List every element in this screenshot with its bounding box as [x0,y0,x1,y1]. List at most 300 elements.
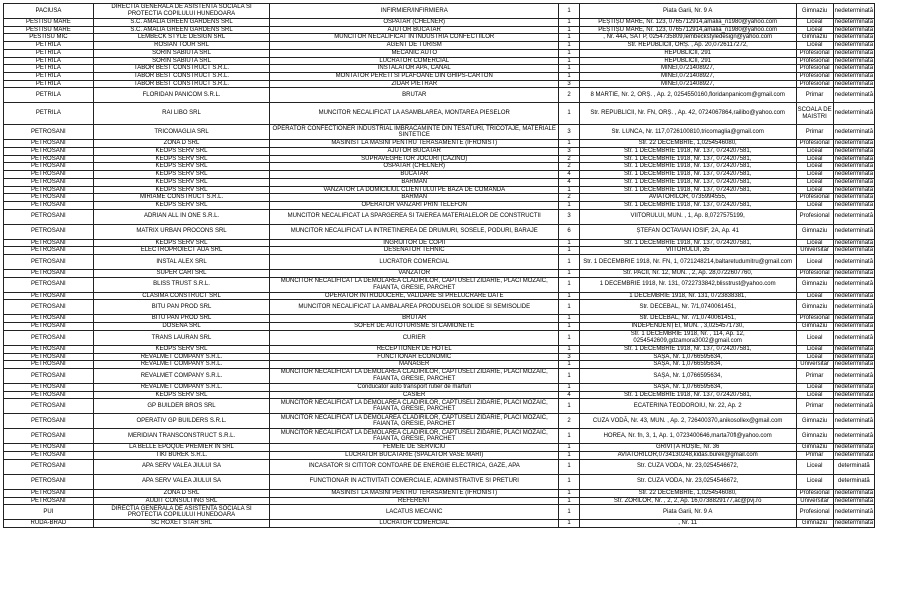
contract-duration-cell: nedeterminată [834,353,874,360]
education-level-cell: Profesional [796,209,833,224]
employer-cell: LEMBECK STYLE DESIGN SRL [93,34,269,42]
contract-duration-cell: nedeterminată [833,4,874,19]
city-cell: PETRILA [4,57,94,65]
address-cell: Str. 1 DECEMBRIE 1918, Nr. FN, 1, 0721248214,baltaretudumitru@gmail.com [579,255,796,270]
table-row [4,72,875,80]
job-title-cell: RECEPTIONER DE HOTEL [270,345,559,353]
employer-cell: ZONA D SRL [93,489,269,497]
address-cell: MINEI,0721408927, [579,65,796,73]
job-title-cell: CURIER [270,330,559,345]
job-title-cell: MUNCITOR NECALIFICAT LA INTRETINEREA DE DRUMURI, SOSELE, PODURI, BARAJE [270,224,559,239]
vacancy-count-cell: 1 [559,49,580,57]
city-cell: PETROSANI [4,247,94,255]
table-row [4,19,875,27]
education-level-cell: Liceal [796,201,833,209]
employer-cell: KEOPS SERV SRL [93,201,269,209]
city-cell: PETROSANI [4,444,94,452]
vacancy-count-cell: 1 [559,497,580,505]
table-row [4,361,875,369]
contract-duration-cell: nedeterminată [834,452,874,459]
table-row [4,255,875,270]
address-cell: VIITORULUI, MUN. , 1, Ap. 8,0727575199, [579,209,796,224]
address-cell: Str. DECEBAL, Nr. 7/1,0740061451, [579,300,796,315]
city-cell: PETROSANI [4,255,94,270]
job-title-cell: BUCATAR [270,171,559,179]
city-cell: PETROSANI [4,429,94,444]
employer-cell: TABOR BEST CONSTRUCT S.R.L. [93,80,269,88]
education-level-cell: Gimnaziu [796,429,833,444]
vacancy-count-cell: 1 [559,72,580,80]
vacancy-count-cell: 1 [559,345,580,353]
employer-cell: KEOPS SERV SRL [93,148,269,156]
job-title-cell: MUNCITOR NECALIFICAT LA SPARGEREA SI TAIEREA MATERIALELOR DE CONSTRUCTII [270,209,559,224]
vacancy-count-cell: 4 [559,178,580,186]
contract-duration-cell: nedeterminată [834,26,874,33]
vacancy-count-cell: 1 [559,330,580,345]
job-vacancies-table [3,3,875,528]
education-level-cell: Liceal [796,42,833,50]
contract-duration-cell: nedeterminată [833,429,874,444]
city-cell: PETROSANI [4,414,94,429]
job-title-cell: ZIDAR PIETRAR [270,80,559,88]
address-cell: REPUBLICII, 291 [579,49,796,57]
vacancy-count-cell: 3 [559,80,580,88]
table-row [4,315,875,323]
city-cell: PETROSANI [4,345,94,353]
vacancy-count-cell: 1 [559,42,580,50]
education-level-cell: Primar [796,399,833,414]
city-cell: PETROSANI [4,292,94,300]
table-row [4,459,875,474]
job-title-cell: AJUTOR BUCATAR [270,148,559,156]
contract-duration-cell: nedeterminată [834,292,874,299]
city-cell: PETROSANI [4,452,94,460]
vacancy-count-cell: 1 [559,65,580,73]
city-cell: PESTISU MARE [4,19,94,27]
contract-duration-cell: nedeterminată [833,330,874,345]
job-title-cell: MASINIST LA MASINI PENTRU TERASAMENTE (IFRONIST) [270,489,559,497]
job-title-cell: OPERATOR CONFECTIONER INDUSTRIAL IMBRACAMINTE DIN TESATURI, TRICOTAJE, MATERIALE SINTETICE [270,125,559,140]
contract-duration-cell: nedeterminată [834,19,874,25]
job-title-cell: AGENT DE TURISM [270,42,559,50]
table-row [4,520,875,528]
employer-cell: TRICOMAGLIA SRL [93,125,269,140]
vacancy-count-cell: 1 [559,452,580,460]
employer-cell: FLORIDAN PANICOM S.R.L. [93,88,269,103]
city-cell: PETROSANI [4,391,94,399]
employer-cell: KEOPS SERV SRL [93,391,269,399]
employer-cell: TABOR BEST CONSTRUCT S.R.L. [93,72,269,80]
education-level-cell: Liceal [796,19,833,27]
employer-cell: AUDIT CONSULTING SRL [93,497,269,505]
contract-duration-cell: nedeterminată [833,368,874,383]
employer-cell: ROSIAN TOUR SRL [93,42,269,50]
vacancy-count-cell: 1 [559,505,580,520]
city-cell: PETROSANI [4,201,94,209]
address-cell: ȘTEFAN OCTAVIAN IOSIF, 2A, Ap. 41 [579,224,796,239]
education-level-cell: Gimnaziu [796,277,833,292]
education-level-cell: Profesional [796,49,833,57]
vacancy-count-cell: 1 [559,201,580,209]
education-level-cell: Liceal [796,171,833,179]
contract-duration-cell: nedeterminată [833,88,874,103]
contract-duration-cell: nedeterminată [834,80,874,87]
employer-cell: MERIDIAN TRANSCONSTRUCT S.R.L. [93,429,269,444]
education-level-cell: Profesional [796,489,833,497]
city-cell: PETROSANI [4,300,94,315]
contract-duration-cell: nedeterminată [833,224,874,239]
vacancy-count-cell: 1 [559,383,580,391]
contract-duration-cell: nedeterminată [834,247,874,254]
city-cell: PETROSANI [4,459,94,474]
contract-duration-cell: nedeterminată [833,103,874,125]
job-title-cell: DESENATOR TEHNIC [270,247,559,255]
address-cell: Str. 1 DECEMBRIE 1918, Nr. 137, 0724207581, [579,345,796,353]
table-row [4,4,875,19]
table-row [4,49,875,57]
address-cell: SAȘA, Nr. 1,0766595634, [579,361,796,369]
education-level-cell: Profesional [796,270,833,278]
employer-cell: KEOPS SERV SRL [93,171,269,179]
vacancy-count-cell: 3 [559,209,580,224]
city-cell: PETRILA [4,65,94,73]
table-row [4,65,875,73]
employer-cell: BLISS TRUST S.R.L. [93,277,269,292]
address-cell: ECATERINA TEODOROIU, Nr. 22, Ap. 2 [579,399,796,414]
contract-duration-cell: nedeterminată [833,399,874,414]
contract-duration-cell: nedeterminată [834,194,874,201]
contract-duration-cell: nedeterminată [833,300,874,315]
vacancy-count-cell: 1 [559,459,580,474]
job-title-cell: OPERATOR INTRODUCERE, VALIDARE SI PRELUCRARE DATE [270,292,559,300]
contract-duration-cell: nedeterminată [834,155,874,162]
education-level-cell: Liceal [796,26,833,34]
table-row [4,201,875,209]
vacancy-count-cell: 1 [559,474,580,489]
table-row [4,489,875,497]
city-cell: PETRILA [4,103,94,125]
table-row [4,414,875,429]
contract-duration-cell: nedeterminată [834,201,874,208]
city-cell: PETROSANI [4,155,94,163]
job-title-cell: OSPATAR (CHELNER) [270,19,559,27]
job-vacancies-sheet [3,3,875,528]
employer-cell: REVALMET COMPANY S.R.L. [93,353,269,361]
employer-cell: KEOPS SERV SRL [93,155,269,163]
education-level-cell: Profesional [796,194,833,202]
job-title-cell: MONTATOR PERETI SI PLAFOANE DIN GHIPS-CARTON [270,72,559,80]
table-row [4,57,875,65]
education-level-cell: Gimnaziu [796,300,833,315]
address-cell: Str. 1 DECEMBRIE 1918, Nr. 137, 0724207581, [579,178,796,186]
address-cell: CUZA VODĂ, Nr. 43, MUN. , Ap. 2, 726400370,anikosollex@gmail.com [579,414,796,429]
city-cell: PETROSANI [4,186,94,194]
job-title-cell: MUNCITOR NECALIFICAT IN INDUSTRIA CONFECTIILOR [270,34,559,42]
employer-cell: KEOPS SERV SRL [93,345,269,353]
education-level-cell: Primar [796,88,833,103]
contract-duration-cell: nedeterminată [834,72,874,79]
city-cell: PETRILA [4,80,94,88]
contract-duration-cell: nedeterminată [834,315,874,322]
vacancy-count-cell: 4 [559,171,580,179]
employer-cell: SORIN SABIUTA SRL [93,49,269,57]
city-cell: PETROSANI [4,194,94,202]
vacancy-count-cell: 2 [559,163,580,171]
employer-cell: ELECTROPROIECT ADA SRL [93,247,269,255]
vacancy-count-cell: 1 [559,323,580,331]
address-cell: 1 DECEMBRIE 1918, Nr. 131, 0723838381, [579,292,796,300]
vacancy-count-cell: 3 [559,353,580,361]
contract-duration-cell: nedeterminată [834,42,874,49]
table-row [4,330,875,345]
address-cell: PEȘTIȘU MARE, Nr. 123, 0765712914,amalia_n1980@yahoo.com [579,19,796,27]
education-level-cell: Primar [796,368,833,383]
job-title-cell: OSPATAR (CHELNER) [270,163,559,171]
vacancy-count-cell: 1 [559,255,580,270]
employer-cell: ZONA D SRL [93,140,269,148]
education-level-cell: Universitar [796,361,833,369]
job-title-cell: BARMAN [270,178,559,186]
education-level-cell: Liceal [796,383,833,391]
address-cell: Str. 1 DECEMBRIE 1918, Nr. 137, 0724207581, [579,239,796,247]
address-cell: , Nr. 44A, SAT P, 0254735809,lembeckstyledesign@yahoo.com [579,34,796,42]
address-cell: Str. 22 DECEMBRIE, 1,0254546080, [579,489,796,497]
address-cell: HOREA, Nr. fn, 3, 1, Ap. 1, 0723400646,marta70fl@yahoo.com [579,429,796,444]
education-level-cell: Liceal [796,292,833,300]
city-cell: RUDA-BRAD [4,520,94,528]
employer-cell: OPERATIV GP BUILDERS S.R.L. [93,414,269,429]
contract-duration-cell: nedeterminată [834,489,874,496]
address-cell: Str. REPUBLICII, Nr. FN, ORȘ. , Ap. 42, 0724067864,railibo@yahoo.com [579,103,796,125]
job-title-cell: VANZATOR [270,270,559,278]
address-cell: Str. 1 DECEMBRIE 1918, Nr. 137, 0724207581, [579,163,796,171]
city-cell: PETROSANI [4,489,94,497]
city-cell: PETROSANI [4,224,94,239]
address-cell: Str. ZORILOR, Nr. , 2, 2, Ap. 16,0738829177,ac@pvj.ro [579,497,796,505]
employer-cell: SUPER CARI SRL [93,270,269,278]
contract-duration-cell: nedeterminată [834,391,874,398]
city-cell: PESTISU MARE [4,26,94,34]
contract-duration-cell: nedeterminată [834,57,874,64]
address-cell: INDEPENDENȚEI, MUN. , 3,0254571730, [579,323,796,331]
vacancy-count-cell: 2 [559,414,580,429]
vacancy-count-cell: 1 [559,489,580,497]
education-level-cell: Liceal [796,178,833,186]
job-title-cell: AJUTOR BUCATAR [270,26,559,34]
address-cell: Str. CUZA VODA, Nr. 23,0254546672, [579,459,796,474]
job-title-cell: REFERENT [270,497,559,505]
table-row [4,270,875,278]
table-row [4,497,875,505]
vacancy-count-cell: 3 [559,148,580,156]
address-cell: 1 DECEMBRIE 1918, Nr. 131, 0722733842,blisstrust@yahoo.com [579,277,796,292]
vacancy-count-cell: 2 [559,155,580,163]
contract-duration-cell: nedeterminată [834,497,874,504]
city-cell: PETROSANI [4,368,94,383]
city-cell: PESTISU MIC [4,34,94,42]
table-row [4,163,875,171]
city-cell: PETROSANI [4,171,94,179]
employer-cell: S.C. AMALIA GREEN GARDENS SRL [93,26,269,34]
table-row [4,194,875,202]
contract-duration-cell: nedeterminată [834,49,874,56]
vacancy-count-cell: 1 [559,34,580,42]
education-level-cell: Liceal [796,155,833,163]
vacancy-count-cell: 1 [559,429,580,444]
education-level-cell: Liceal [796,330,833,345]
city-cell: PETROSANI [4,383,94,391]
contract-duration-cell: nedeterminată [833,125,874,140]
job-title-cell: SOFER DE AUTOTURISME SI CAMIONETE [270,323,559,331]
employer-cell: APA SERV VALEA JIULUI SA [93,459,269,474]
contract-duration-cell: determinată [833,474,874,489]
job-title-cell: OPERATOR VANZARI PRIN TELEFON [270,201,559,209]
education-level-cell: Profesional [796,505,833,520]
job-title-cell: FEMEIE DE SERVICIU [270,444,559,452]
city-cell: PETROSANI [4,330,94,345]
contract-duration-cell: nedeterminată [834,178,874,185]
address-cell: Str. DECEBAL, Nr. 7/1,0740061451, [579,315,796,323]
address-cell: MINEI,0721408927, [579,80,796,88]
education-level-cell: Liceal [796,459,833,474]
contract-duration-cell: nedeterminată [834,148,874,155]
table-row [4,429,875,444]
employer-cell: APA SERV VALEA JIULUI SA [93,474,269,489]
employer-cell: BITU PAN PROD SRL [93,300,269,315]
city-cell: PETRILA [4,42,94,50]
table-row [4,399,875,414]
city-cell: PETRILA [4,49,94,57]
contract-duration-cell: nedeterminată [834,65,874,72]
education-level-cell: Gimnaziu [796,444,833,452]
job-title-cell: MECANIC AUTO [270,49,559,57]
address-cell: Str. LUNCA, Nr. 117,0726100810,tricomaglia@gmail.com [579,125,796,140]
job-title-cell: MUNCITOR NECALIFICAT LA DEMOLAREA CLADIRILOR, CAPTUSELI ZIDARIE, PLACI MOZAIC, FAIANTA, GRESIE, PARCHET [270,277,559,292]
city-cell: PETRILA [4,72,94,80]
job-title-cell: LUCRATOR COMERCIAL [270,520,559,528]
contract-duration-cell: nedeterminată [834,163,874,170]
job-title-cell: MASINIST LA MASINI PENTRU TERASAMENTE (IFRONIST) [270,140,559,148]
address-cell: Str. 1 DECEMBRIE 1918, Nr. 137, 0724207581, [579,186,796,194]
contract-duration-cell: nedeterminată [834,270,874,277]
employer-cell: MATRIX URBAN PROCONS SRL [93,224,269,239]
vacancy-count-cell: 1 [559,520,580,528]
job-title-cell: INSTALATOR APA, CANAL [270,65,559,73]
address-cell: AVIATORILOR, 0735994555, [579,194,796,202]
job-title-cell: VANZATOR LA DOMICILIUL CLIENTULUI PE BAZA DE COMANDA [270,186,559,194]
city-cell: PACIUSA [4,4,94,19]
city-cell: PETROSANI [4,361,94,369]
contract-duration-cell: nedeterminată [833,209,874,224]
table-row [4,345,875,353]
job-title-cell: BARMAN [270,194,559,202]
vacancy-count-cell: 3 [559,125,580,140]
employer-cell: RAI LIBO SRL [93,103,269,125]
table-row [4,383,875,391]
table-row [4,171,875,179]
education-level-cell: Gimnaziu [796,224,833,239]
job-title-cell: MUNCITOR NECALIFICAT LA DEMOLAREA CLADIRILOR, CAPTUSELI ZIDARIE, PLACI MOZAIC, FAIANTA, GRESIE, PARCHET [270,414,559,429]
employer-cell: DOSENA SRL [93,323,269,331]
table-row [4,88,875,103]
address-cell: SAȘA, Nr. 1,0766595634, [579,353,796,361]
contract-duration-cell: nedeterminată [834,140,874,147]
employer-cell: BITU PAN PROD SRL [93,315,269,323]
table-row [4,277,875,292]
vacancy-count-cell: 1 [559,444,580,452]
table-row [4,42,875,50]
education-level-cell: Liceal [796,163,833,171]
education-level-cell: Gimnaziu [796,323,833,331]
job-title-cell: LUCRATOR COMERCIAL [270,255,559,270]
vacancy-count-cell: 1 [559,19,580,27]
contract-duration-cell: nedeterminată [834,520,874,527]
employer-cell: KEOPS SERV SRL [93,239,269,247]
employer-cell: DIRECTIA GENERALA DE ASISTENTA SOCIALA SI PROTECTIA COPILULUI HUNEDOARA [93,505,269,520]
job-title-cell: INGRIJITOR DE COPII [270,239,559,247]
address-cell: VIITORULUI, 35 [579,247,796,255]
education-level-cell: SCOALA DE MAISTRI [796,103,833,125]
education-level-cell: Profesional [796,57,833,65]
education-level-cell: Liceal [796,148,833,156]
contract-duration-cell: nedeterminată [833,277,874,292]
table-row [4,368,875,383]
table-row [4,148,875,156]
city-cell: PETRILA [4,88,94,103]
city-cell: PETROSANI [4,163,94,171]
address-cell: Str. 1 DECEMBRIE 1918, Nr. 137, 0724207581, [579,171,796,179]
vacancy-count-cell: 1 [559,315,580,323]
vacancy-count-cell: 1 [559,239,580,247]
education-level-cell: Profesional [796,140,833,148]
table-row [4,391,875,399]
contract-duration-cell: nedeterminată [833,255,874,270]
city-cell: PETROSANI [4,474,94,489]
address-cell: Str. 1 DECEMBRIE 1918, Nr. 137, 0724207581, [579,148,796,156]
contract-duration-cell: nedeterminată [834,361,874,368]
employer-cell: SC ROXET STAR SRL [93,520,269,528]
address-cell: SAȘA, Nr. 1,0766595634, [579,368,796,383]
city-cell: PETROSANI [4,315,94,323]
vacancy-count-cell: 1 [559,292,580,300]
employer-cell: KEOPS SERV SRL [93,163,269,171]
job-title-cell: MANAGER [270,361,559,369]
job-title-cell: SUPRAVEGHETOR JOCURI (CAZINO) [270,155,559,163]
address-cell: PEȘTIȘU MARE, Nr. 123, 0765712914,amalia_n1980@yahoo.com [579,26,796,34]
job-title-cell: Conducator auto transport rutier de mărfuri [270,383,559,391]
education-level-cell: Profesional [796,72,833,80]
education-level-cell: Gimnaziu [796,414,833,429]
city-cell: PETROSANI [4,125,94,140]
employer-cell: KEOPS SERV SRL [93,178,269,186]
education-level-cell: Liceal [796,474,833,489]
address-cell: , Nr. 11 [579,520,796,528]
contract-duration-cell: nedeterminată [834,383,874,390]
table-row [4,224,875,239]
employer-cell: CLASIMA CONSTRUCT SRL [93,292,269,300]
city-cell: PETROSANI [4,148,94,156]
city-cell: PETROSANI [4,399,94,414]
education-level-cell: Liceal [796,255,833,270]
job-title-cell: BRUTAR [270,315,559,323]
vacancy-count-cell: 2 [559,88,580,103]
address-cell: 8 MARTIE, Nr. 2, ORȘ. , Ap. 2, 0254550160,floridanpanicom@gmail.com [579,88,796,103]
table-row [4,247,875,255]
employer-cell: KEOPS SERV SRL [93,186,269,194]
address-cell: Str. 1 DECEMBRIE 1918, Nr. 137, 0724207581, [579,201,796,209]
vacancy-count-cell: 1 [559,103,580,125]
education-level-cell: Primar [796,125,833,140]
